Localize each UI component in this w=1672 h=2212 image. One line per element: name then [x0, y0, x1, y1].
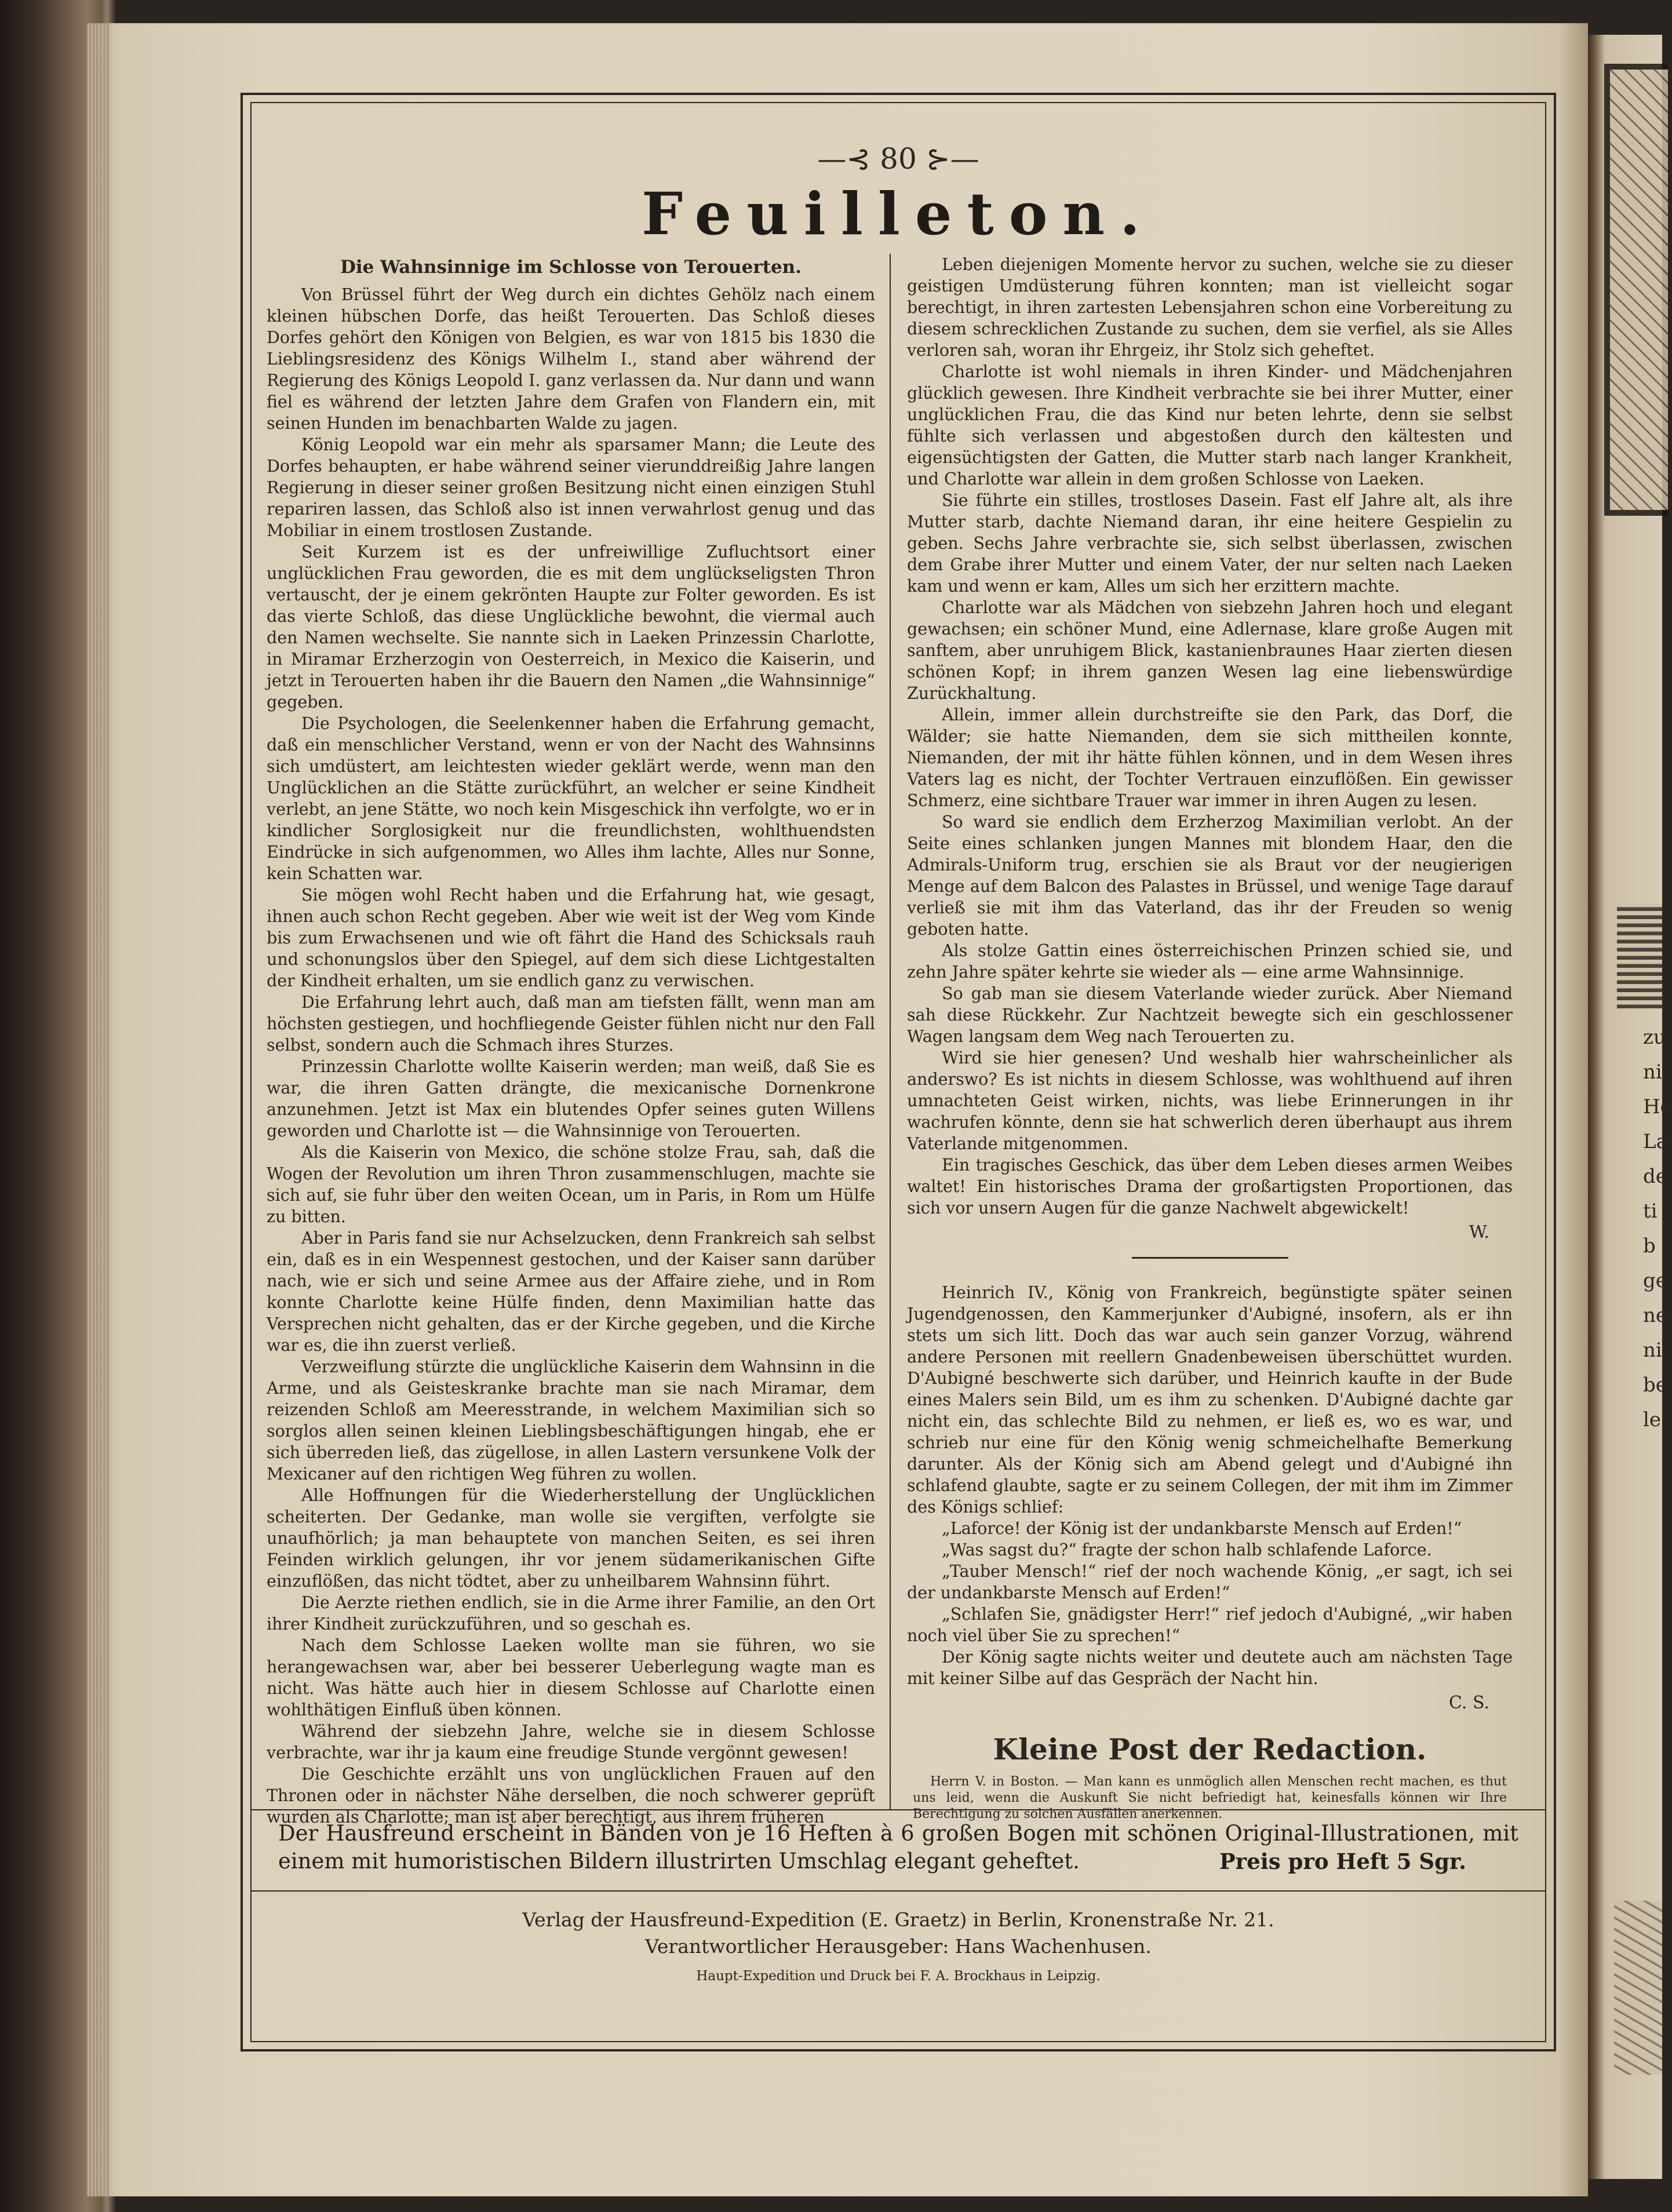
- paragraph: „Was sagst du?“ fragte der schon halb schlafende Laforce.: [942, 1540, 1432, 1559]
- paragraph: „Laforce! der König ist der undankbarste Mensch auf Erden!“: [942, 1519, 1462, 1538]
- paragraph: So ward sie endlich dem Erzherzog Maximilian verlobt. An der Seite eines schlanken jungen Mannes mit blondem Haar, den die Admirals-Uniform trug, erschien sie als Braut vor der neugierigen Menge auf dem Balcon des Palastes in Brüssel, und wenige Tage darauf verließ sie mit ihm das Vaterland, das ihr der Freuden so wenig geboten hatte.: [907, 812, 1513, 939]
- paragraph: Die Psychologen, die Seelenkenner haben die Erfahrung gemacht, daß ein menschlicher Verstand, wenn er von der Nacht des Wahnsinns sich umdüstert, am leichtesten wieder geklärt werde, wenn man den Unglücklichen an die Stätte zurückführt, an welcher er seine Kindheit verlebt, an jene Stätte, wo noch kein Misgeschick ihn verfolgte, wo er in kindlicher Sorglosigkeit nur die freundlichsten, wohlthuendsten Eindrücke in sich aufgenommen, wo Alles ihm lachte, Alles nur Sonne, kein Schatten war.: [267, 714, 875, 883]
- paragraph: Alle Hoffnungen für die Wiederherstellung der Unglücklichen scheiterten. Der Gedanke, man wolle sie vergiften, verfolgte sie unaufhörlich; ja man behauptete von manchen Seiten, es sei ihren Feinden wirklich gelungen, ihr vor jenem südamerikanischen Gifte einzuflößen, das nicht tödtet, aber zu unheilbarem Wahnsinn führt.: [267, 1486, 875, 1591]
- separator-rule: [1132, 1257, 1288, 1259]
- paragraph: König Leopold war ein mehr als sparsamer Mann; die Leute des Dorfes behaupten, er habe während seiner vierunddreißig Jahre langen Regierung in dieser seiner großen Besitzung nicht einen einzigen Stuhl repariren lassen, das Schloß also ist innen verwahrlost genug und das Mobiliar in einem trostlosen Zustande.: [267, 435, 875, 540]
- paragraph: Ein tragisches Geschick, das über dem Leben dieses armen Weibes waltet! Ein historisches Drama der großartigsten Proportionen, das sich vor unsern Augen für die ganze Nachwelt abgewickelt!: [907, 1156, 1513, 1218]
- paragraph: Prinzessin Charlotte wollte Kaiserin werden; man weiß, daß Sie es war, die ihren Gatten drängte, die mexicanische Dornenkrone anzunehmen. Jetzt ist Max ein blutendes Opfer seines guten Willens geworden und Charlotte ist — die Wahnsinnige von Terouerten.: [267, 1057, 875, 1140]
- paragraph: Sie mögen wohl Recht haben und die Erfahrung hat, wie gesagt, ihnen auch schon Recht gegeben. Aber wie weit ist der Weg vom Kinde bis zum Erwachsenen und wie oft fährt die Hand des Schicksals rauh und schonungslos über den Spiegel, auf dem sich diese Lichtgestalten der Kindheit erhalten, um sie endlich ganz zu verwischen.: [267, 885, 875, 990]
- article-title: Die Wahnsinnige im Schlosse von Terouerten.: [340, 257, 802, 278]
- section-title: Feuilleton.: [642, 180, 1155, 248]
- paragraph: Aber in Paris fand sie nur Achselzucken, denn Frankreich sah selbst ein, daß es in ein Wespennest gestochen, und der Kaiser sann darüber nach, wie er sich und seine Armee aus der Affaire ziehe, und in Rom konnte Charlotte keine Hülfe finden, denn Maximilian hatte das Versprechen nicht gehalten, das er der Kirche gegeben, und die Kirche war es, die ihn zuerst verließ.: [267, 1229, 875, 1355]
- article-signature: W.: [1469, 1222, 1489, 1242]
- publisher-line: Verlag der Hausfreund-Expedition (E. Graetz) in Berlin, Kronenstraße Nr. 21.: [522, 1908, 1274, 1931]
- paragraph: So gab man sie diesem Vaterlande wieder zurück. Aber Niemand sah diese Rückkehr. Zur Nachtzeit bewegte sich ein geschlossener Wagen langsam dem Weg nach Terouerten zu.: [907, 984, 1513, 1046]
- article-body-left: [267, 284, 875, 1828]
- right-page-ornament-bottom: [1614, 1901, 1662, 2075]
- paragraph: Die Geschichte erzählt uns von unglücklichen Frauen auf den Thronen oder in nächster Nähe derselben, die noch schwerer geprüft wurden als Charlotte; man ist aber berechtigt, aus ihrem früheren: [267, 1765, 875, 1827]
- paragraph: Sie führte ein stilles, trostloses Dasein. Fast elf Jahre alt, als ihre Mutter starb, dachte Niemand daran, ihr eine heitere Gespielin zu geben. Sechs Jahre verbrachte sie, sich selbst überlassen, zwischen dem Grabe ihrer Mutter und einem Vater, der nur selten nach Laeken kam und wenn er kam, Alles um sich her erzittern machte.: [907, 491, 1513, 596]
- right-page-ornament-middle: [1617, 904, 1662, 1008]
- paragraph: Heinrich IV., König von Frankreich, begünstigte später seinen Jugendgenossen, den Kammerjunker d'Aubigné, insofern, als er ihn stets um sich litt. Doch das war auch sein ganzer Vorzug, während andere Personen mit reellern Gnadenbeweisen überschüttet wurden. D'Aubigné beschwerte sich darüber, und Heinrich kaufte in der Bude eines Malers sein Bild, um es ihm zu schenken. D'Aubigné dachte gar nicht ein, das schlechte Bild zu nehmen, er ließ es, wo es war, und schrieb nur eine für den König wenig schmeichelhafte Bemerkung darunter. Als der König sich am Abend gelegt und d'Aubigné ihn schlafend glaubte, sagte er zu seinem Collegen, der mit ihm im Zimmer des Königs schlief:: [907, 1283, 1513, 1517]
- paragraph: „Schlafen Sie, gnädigster Herr!“ rief jedoch d'Aubigné, „wir haben noch viel über Sie zu sprechen!“: [907, 1605, 1513, 1645]
- paragraph: Von Brüssel führt der Weg durch ein dichtes Gehölz nach einem kleinen hübschen Dorfe, das heißt Terouerten. Das Schloß dieses Dorfes gehört den Königen von Belgien, es war von 1815 bis 1830 die Lieblingsresidenz des Königs Wilhelm I., stand aber während der Regierung des Königs Leopold I. ganz verlassen da. Nur dann und wann fiel es während der letzten Jahre dem Grafen von Flandern ein, mit seinen Hunden im benachbarten Walde zu jagen.: [267, 285, 875, 433]
- page-edges: [87, 23, 110, 2196]
- paragraph: Charlotte war als Mädchen von siebzehn Jahren hoch und elegant gewachsen; ein schöner Mund, eine Adlernase, klare große Augen mit sanftem, aber unruhigem Blick, kastanienbraunes Haar zierten diesen schönen Kopf; in ihrem ganzen Wesen lag eine liebenswürdige Zurückhaltung.: [907, 598, 1513, 703]
- paragraph: Allein, immer allein durchstreifte sie den Park, das Dorf, die Wälder; sie hatte Niemanden, dem sie sich mittheilen konnte, Niemanden, der mit ihr hätte fühlen können, und in dem Wesen ihres Vaters lag es nicht, der Tochter Vertrauen einzuflößen. Ein gewisser Schmerz, eine sichtbare Trauer war immer in ihren Augen zu lesen.: [907, 705, 1513, 810]
- paragraph: Der König sagte nichts weiter und deutete auch am nächsten Tage mit keiner Silbe auf das Gespräch der Nacht hin.: [907, 1648, 1513, 1688]
- paragraph: Wird sie hier genesen? Und weshalb hier wahrscheinlicher als anderswo? Es ist nichts in diesem Schlosse, was wohlthuend auf ihren umnachteten Geist wirken, nichts, was liebe Erinnerungen in ihr wachrufen könnte, denn sie hat schwerlich deren überhaupt aus ihrem Vaterlande mitgenommen.: [907, 1048, 1513, 1153]
- publication-notice: [278, 1820, 1518, 1875]
- right-page-text-fragment: zu ni He La de ti b ge ne ni be le: [1643, 1026, 1672, 1431]
- paragraph: Während der siebzehn Jahre, welche sie in diesem Schlosse verbrachte, war ihr ja kaum eine freudige Stunde vergönnt gewesen!: [267, 1722, 875, 1762]
- post-text: Herrn V. in Boston. — Man kann es unmöglich allen Menschen recht machen, es thut uns leid, wenn die Auskunft Sie nicht befriedigt hat, keinesfalls können wir Ihre Berechtigung zu solchen Ausfällen anerkennen.: [913, 1774, 1507, 1821]
- paragraph: „Tauber Mensch!“ rief der noch wachende König, „er sagt, ich sei der undankbarste Mensch auf Erden!“: [907, 1562, 1513, 1602]
- footer-rule-top: [250, 1809, 1546, 1810]
- column-divider: [890, 254, 891, 1810]
- editor-line: Verantwortlicher Herausgeber: Hans Wachenhusen.: [645, 1935, 1152, 1958]
- paragraph: Charlotte ist wohl niemals in ihren Kinder- und Mädchenjahren glücklich gewesen. Ihre Kindheit verbrachte sie bei ihrer Mutter, einer unglücklichen Frau, die das Kind nur beten lehrte, denn sie selbst fühlte sich verlassen und abgestoßen durch den kältesten und eigensüchtigsten der Gatten, die Mutter starb nach langer Krankheit, und Charlotte war allein in dem großen Schlosse von Laeken.: [907, 362, 1513, 489]
- paragraph: Als stolze Gattin eines österreichischen Prinzen schied sie, und zehn Jahre später kehrte sie wieder als — eine arme Wahnsinnige.: [907, 941, 1513, 982]
- paragraph: Verzweiflung stürzte die unglückliche Kaiserin dem Wahnsinn in die Arme, und als Geisteskranke brachte man sie nach Miramar, dem reizenden Schloß am Meeresstrande, in welchem Maximilian sich so sorglos allen seinen kleinen Lieblingsbeschäftigungen hingab, ehe er sich überreden ließ, das zügellose, in allen Lastern versunkene Volk der Mexicaner auf den richtigen Weg führen zu wollen.: [267, 1357, 875, 1484]
- paragraph: Die Erfahrung lehrt auch, daß man am tiefsten fällt, wenn man am höchsten gestiegen, und hochfliegende Geister fühlen nicht nur den Fall selbst, sondern auch die Schmach ihres Sturzes.: [267, 993, 875, 1055]
- paragraph: Seit Kurzem ist es der unfreiwillige Zufluchtsort einer unglücklichen Frau geworden, die es mit dem unglückseligsten Thron vertauscht, der je einem gekrönten Haupte zur Folter geworden. Es ist das vierte Schloß, das diese Unglückliche bewohnt, die viermal auch den Namen wechselte. Sie nannte sich in Laeken Prinzessin Charlotte, in Miramar Erzherzogin von Oesterreich, in Mexico die Kaiserin, und jetzt in Terouerten haben ihr die Bauern den Namen „die Wahnsinnige“ gegeben.: [267, 542, 875, 712]
- article-body-right: [907, 254, 1513, 1219]
- anecdote-signature: C. S.: [1449, 1693, 1489, 1713]
- paragraph: Die Aerzte riethen endlich, sie in die Arme ihrer Familie, an den Ort ihrer Kindheit zurückzuführen, und so geschah es.: [267, 1593, 875, 1634]
- paragraph: Als die Kaiserin von Mexico, die schöne stolze Frau, sah, daß die Wogen der Revolution um ihren Thron zusammenschlugen, machte sie sich auf, sie fuhr über den weiten Ocean, um in Paris, in Rom um Hülfe zu bitten.: [267, 1143, 875, 1226]
- notice-text: Der Hausfreund erscheint in Bänden von je 16 Heften à 6 großen Bogen mit schönen Original-Illustrationen, mit einem mit humoristischen Bildern illustrirten Umschlag elegant geheftet.: [278, 1821, 1518, 1874]
- price-text: Preis pro Heft 5 Sgr.: [1219, 1849, 1466, 1874]
- footer-rule-bottom: [250, 1890, 1546, 1892]
- anecdote-body: [907, 1282, 1513, 1689]
- imprint: [278, 1907, 1518, 1960]
- page-number: —⊰ 80 ⊱—: [817, 142, 979, 176]
- printer-line: Haupt-Expedition und Druck bei F. A. Brockhaus in Leipzig.: [696, 1969, 1101, 1984]
- right-page-ornament: [1604, 64, 1668, 516]
- column-left: [267, 255, 875, 1828]
- paragraph: Nach dem Schlosse Laeken wollte man sie führen, wo sie herangewachsen war, aber bei besserer Ueberlegung wagte man es nicht. Was hätte auch hier in diesem Schlosse auf Charlotte einen wohlthätigen Einfluß üben können.: [267, 1636, 875, 1719]
- post-title: Kleine Post der Redaction.: [993, 1732, 1427, 1766]
- paragraph: Leben diejenigen Momente hervor zu suchen, welche sie zu dieser geistigen Umdüsterung führen konnten; man ist vielleicht sogar berechtigt, in ihren zartesten Lebensjahren schon eine Vorbereitung zu diesem schrecklichen Zustande zu suchen, dem sie verfiel, als sie Alles verloren sah, woran ihr Ehrgeiz, ihr Stolz sich geheftet.: [907, 255, 1513, 360]
- column-right: [907, 254, 1513, 1823]
